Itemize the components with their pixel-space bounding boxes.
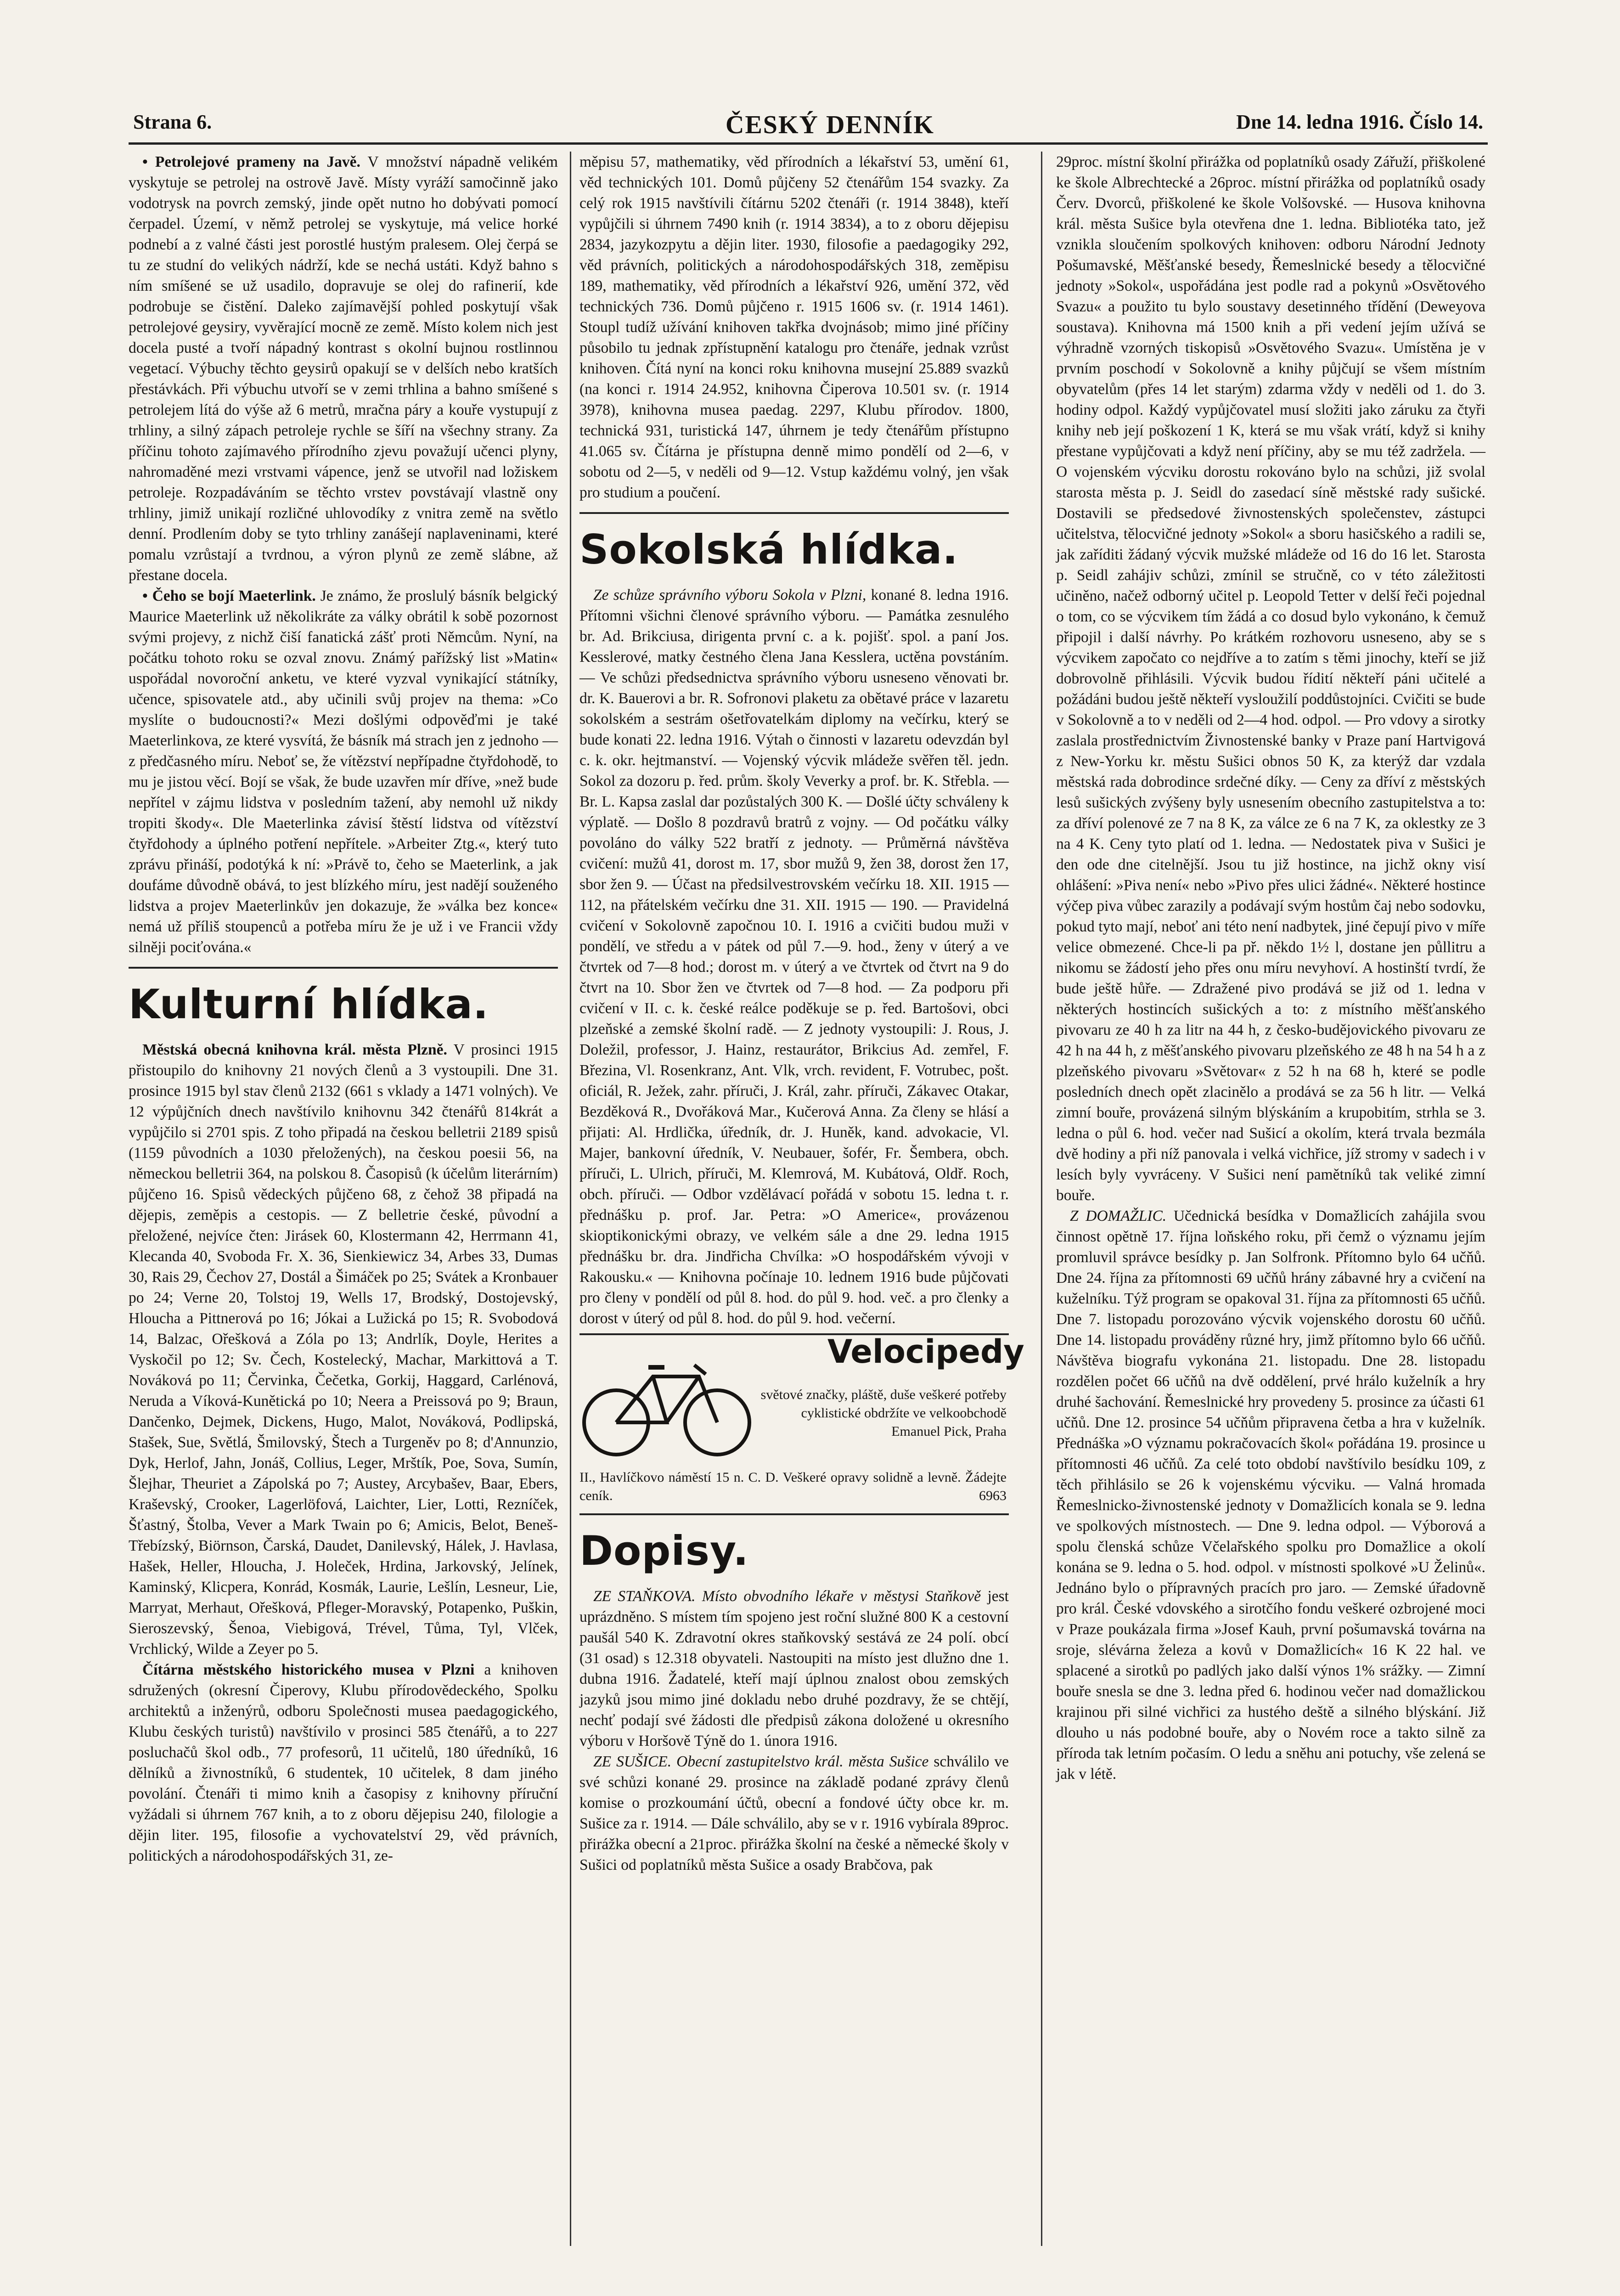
ad-title: Velocipedy — [827, 1333, 1024, 1371]
column-divider-2 — [1041, 152, 1042, 2246]
section-heading-kultura: Kulturní hlídka. — [129, 981, 489, 1028]
section-rule — [129, 967, 558, 969]
article-stankov — [579, 1586, 1009, 1751]
bicycle-icon — [579, 1349, 754, 1459]
article-citarna — [129, 1659, 558, 1866]
page-header — [129, 110, 1488, 145]
article-body: V prosinci 1915 přistoupilo do knihovny 21 nových členů a 3 vystoupili. Dne 31. prosince 1915 byl stav členů 2132 (661 s vklady a 1471 volných). Ve 12 výpůjčních dnech navštívilo knihovnu 342 čtenářů 814krát a vypůjčilo si 2701 spis. Z toho připadá na českou belletrii 2189 spisů (1159 původních a 1030 přeložených), na českou poesii 56, na německou belletrii 364, na polskou 8. Časopisů (k účelům literárním) půjčeno 16. Spisů vědeckých půjčeno 68, z čehož 38 připadá na dějepis, zeměpis a cestopis. — Z belletrie české, původní a přeložené, nejvíce čten: Jirásek 60, Klostermann 42, Herrmann 41, Klecanda 40, Svoboda Fr. X. 36, Sienkiewicz 34, Arbes 33, Dumas 30, Rais 29, Čechov 27, Dostál a Šimáček po 25; Svátek a Kronbauer po 24; Verne 20, Tolstoj 19, Wells 17, Brodský, Dostojevský, Hloucha a Pittnerová po 16; Jókai a Lužická po 15; R. Svobodová 14, Balzac, Ořešková a Zóla po 13; Andrlík, Doyle, Herites a Vyskočil po 12; Sv. Čech, Kostelecký, Machar, Markittová a T. Nováková po 11; Červinka, Čečetka, Gorkij, Haggard, Carlénová, Neruda a Víková-Kunětická po 10; Neera a Preissová po 9; Braun, Dančenko, Dejmek, Dickens, Hugo, Malot, Nováková, Podlipská, Stašek, Sue, Světlá, Šmilovský, Štech a Turgeněv po 8; d'Annunzio, Dyk, Herlof, Jahn, Jonáš, Collius, Leger, Mrštík, Poe, Sova, Sumín, Šlejhar, Theuriet a Zápolská po 7; Austey, Arcybašev, Baar, Ebers, Kraševský, Crooker, Lagerlöfová, Laichter, Lier, Lotti, Rezníček, Šťastný, Štolba, Vever a Mark Twain po 6; Amicis, Belot, Beneš-Třebízský, Biörnson, Čarská, Daudet, Danilevský, Hálek, J. Havlasa, Hašek, Heller, Hloucha, J. Holeček, Hrdina, Jarkovský, Jelínek, Kaminský, Klicpera, Konrád, Kosmák, Laurie, Lešlín, Lesneur, Lie, Marryat, Merhaut, Ořešková, Pfleger-Moravský, Potapenko, Puškin, Sieroszevský, Šenoa, Viebigová, Trével, Tůma, Tyl, Vlček, Vrchlický, Wilde a Zeyer po 5. — [129, 1041, 558, 1658]
ad-text: světové značky, pláště, duše veškeré potřeby cyklistické obdržíte ve velkoobchodě Emanuel Pick, Praha — [760, 1387, 1007, 1439]
ad-address: II., Havlíčkovo náměstí 15 n. C. D. Veškeré opravy solidně a levně. Žádejte ceník. — [579, 1470, 1007, 1503]
article-domazlice — [1056, 1206, 1485, 1784]
article-body: konané 8. ledna 1916. Přítomni všichni členové správního výboru. — Památka zesnulého br. Ad. Brikciusa, dirigenta první c. a k. pojišť. spol. a paní Jos. Kesslerové, matky čestného člena Jana Kesslera, uctěna povstáním. — Ve schůzi předsednictva správního výboru usneseno věnovati br. dr. K. Bauerovi a br. R. Sofronovi plaketu za obětavé práce v lazaretu sokolském a sestrám ošetřovatelkám diplomy na večírku, který se bude konati 22. ledna 1916. Výtah o činnosti v lazaretu odevzdán byl c. k. okr. hejtmanství. — Vojenský výcvik mládeže svěřen těl. jedn. Sokol za dozoru p. řed. prům. školy Veverky a prof. br. K. Střebla. — Br. L. Kapsa zaslal dar pozůstalých 300 K. — Došlé účty schváleny k výplatě. — Došlo 8 pozdravů bratrů z vojny. — Od počátku války povoláno do války 522 bratří z jednoty. — Průměrná návštěva cvičení: mužů 41, dorost m. 17, sbor mužů 9, žen 38, dorost žen 17, sbor žen 9. — Účast na předsilvestrovském večírku 18. XII. 1915 — 112, na přátelském večírku dne 31. XII. 1915 — 190. — Pravidelná cvičení v Sokolovně započnou 10. I. 1916 a cvičiti budou muži v pondělí, ve středu a v pátek od půl 7.—9. hod., ženy v úterý a ve čtvrtek od 7—8 hod.; dorost m. v úterý a ve čtvrtek od čtvrt na 9 do čtvrt na 10. Sbor žen ve čtvrtek od 7—8 hod. — Za podporu při cvičení v II. c. k. české reálce poděkuje se p. řed. Bartošovi, obci plzeňské a zemské školní radě. — Z jednoty vystoupili: J. Rous, J. Doležil, professor, J. Hainz, restaurátor, Brikcius Ad. zemřel, F. Březina, Vl. Rosenkranz, Ant. Vlk, vrch. revident, F. Votrubec, pošt. oficiál, R. Ježek, zahr. příruči, J. Král, zahr. příruči, Zákavec Otakar, Bezděková R., Dvořáková Mar., Kučerová Anna. Za členy se hlásí a přijati: Al. Hrdlička, úředník, dr. J. Huněk, kand. advokacie, Vl. Majer, bankovní úředník, V. Neubauer, šofér, Fr. Šembera, obch. příruči, L. Ulrich, příruči, M. Klemrová, M. Kubátová, Oldř. Roch, obch. příruči. — Odbor vzdělávací pořádá v sobotu 15. ledna t. r. přednášku p. prof. Jar. Petra: »O Americe«, provázenou skioptikonickými obrazy, ve velkém sále a dne 29. ledna 1915 přednášku br. dra. Jindřicha Chvílka: »O hospodářském vývoji v Rakousku.« — Knihovna počínaje 10. lednem 1916 bude půjčovati pro členy v pondělí od půl 8. hod. do půl 9. hod. več. a pro členky a dorost v úterý od půl 8. hod. do půl 9. hod. večerní. — [579, 587, 1009, 1327]
article-susice — [579, 1751, 1009, 1875]
ad-footer — [579, 1468, 1007, 1505]
article-petrolej — [129, 152, 558, 586]
article-title: • Petrolejové prameny na Javě. — [142, 153, 360, 170]
article-title: Z DOMAŽLIC. — [1070, 1207, 1167, 1224]
article-body: jest uprázdněno. S místem tím spojeno jest roční služné 800 K a cestovní paušál 540 K. Zdravotní okres staňkovský sestává ze 24 polí. obcí (31 osad) s 12.318 obyvateli. Nastoupiti na místo jest dlužno dne 1. dubna 1916. Žadatelé, kteří mají úplnou znalost obou zemských jazyků jsou mimo jiné dokladu nebo druhé pozdravy, že se chtějí, nechť podají své žádosti dle předpisů zákona doložené u okresního výboru v Horšově Týně do 1. února 1916. — [579, 1588, 1009, 1749]
section-rule — [579, 512, 1009, 514]
article-title: ZE SUŠICE. Obecní zastupitelstvo král. města Sušice — [593, 1753, 929, 1770]
column-2 — [579, 152, 1024, 1875]
article-title: Městská obecná knihovna král. města Plzně. — [142, 1041, 447, 1058]
article-title: Ze schůze správního výboru Sokola v Plzni, — [593, 587, 866, 604]
article-body: a knihoven sdružených (okresní Čiperovy, Klubu přírodovědeckého, Spolku architektů a inženýrů, odboru Společnosti musea paedagogického, Klubu českých turistů) navštívilo v prosinci 585 čtenářů, a to 227 posluchačů škol odb., 77 profesorů, 11 učitelů, 180 úředníků, 16 dělníků a živnostníků, 6 studentek, 10 učitelek, 8 dam jiného povolání. Čtenáři ti mimo knih a časopisy z knihovny příruční vyžádali si úhrnem 767 knih, a to z oboru dějepisu 240, filologie a dějin liter. 195, filosofie a vychovatelství 29, věd právních, politických a národohospodářských 31, ze- — [129, 1661, 558, 1864]
article-body: schválilo ve své schůzi konané 29. prosince na základě podané zprávy členů komise o prozkoumání účtů, obecní a fondové účty obce kr. m. Sušice za r. 1914. — Dále schválilo, aby se v r. 1916 vybírala 89proc. přirážka obecní a 21proc. přirážka školní na české a německé školy v Sušici od poplatníků města Sušice a osady Brabčova, pak — [579, 1753, 1009, 1873]
article-sokol-schuze — [579, 585, 1009, 1329]
article-maeterlink — [129, 586, 558, 958]
article-title: • Čeho se bojí Maeterlink. — [142, 587, 316, 604]
article-body: Je známo, že proslulý básník belgický Maurice Maeterlink už několikráte za války obrátil k sobě pozornost svými projevy, z nichž čiší fanatická zášť proti Němcům. Nyní, na počátku tohoto roku se ozval znovu. Známý pařížský list »Matin« uspořádal novoroční anketu, ve které vyzval vynikající státníky, učence, spisovatele atd., aby učinili svůj projev na thema: »Co myslíte o budoucnosti?« Mezi došlými odpověďmi je také Maeterlinkova, ze které vysvítá, že básník má strach jen z jednoho — z předčasného míru. Neboť se, že vítězství nepřípadne čtyřdohodě, to mu je jistou věcí. Bojí se však, že bude uzavřen mír dříve, »než bude nepřítel v zájmu lidstva v posledním tažení, aby nemohl už nikdy tropiti škody«. Dle Maeterlinka závisí štěstí lidstva od vítězství čtyřdohody a úplného potření nepřítele. »Arbeiter Ztg.«, který tuto zprávu přináší, podotýká k ní: »Právě to, čeho se Maeterlink, a jak doufáme důvodně obává, to jest blízkého míru, jest nadějí souženého lidstva a projev Maeterlinkův jen dokazuje, že »válka bez konce« nemá už příliš stoupenců a potřeba míru že je už i ve Francii vždy silněji pociťována.« — [129, 587, 558, 956]
newspaper-title: ČESKÝ DENNÍK — [726, 111, 934, 139]
article-title: ZE STAŇKOVA. Místo obvodního lékaře v městysi Staňkově — [593, 1588, 981, 1605]
article-citarna-cont: měpisu 57, mathematiky, věd přírodních a lékařství 53, umění 61, věd technických 101. Domů půjčeny 52 čtenářům 154 svazky. Za celý rok 1915 navštívili čítárnu 5202 čtenáři (r. 1914 3848), kteří vypůjčili si úhrnem 7490 knih (r. 1914 3834), a to z oboru dějepisu 2834, jazykozpytu a dějin liter. 1930, filosofie a paedagogiky 292, věd právních, politických a národohospodářských 318, zeměpisu 189, mathematiky, věd přírodních a lékařství 926, umění 372, věd technických 736. Domů půjčeno r. 1915 1606 sv. (r. 1914 1461). Stoupl tudíž užívání knihoven takřka dvojnásob; mimo jiné příčiny působilo tu jednak zpřístupnění katalogu pro čtenáře, jednak vzrůst knihoven. Čítá nyní na konci roku knihovna musejní 25.889 svazků (na konci r. 1914 24.952, knihovna Čiperova 10.501 sv. (r. 1914 3978), knihovna musea paedag. 2297, Klubu přírodov. 1800, technická 931, turistická 147, úhrnem je tedy čtenářům přístupno 41.065 sv. Čítárna je přístupna denně mimo pondělí od 2—6, v sobotu od 2—5, v neděli od 9—12. Vstup každému volný, jen však pro studium a poučení. — [579, 153, 1009, 501]
section-heading-sokol: Sokolská hlídka. — [579, 526, 958, 573]
column-divider-1 — [570, 152, 571, 2246]
advertisement-velocipedy — [579, 1333, 1024, 1515]
column-3 — [1056, 152, 1485, 1784]
article-body: V množství nápadně velikém vyskytuje se petrolej na ostrově Javě. Místy vyráží samočinně jako vodotrysk na povrch zemský, jinde opět nutno ho dobývati pomocí čerpadel. Území, v němž petrolej se vyskytuje, má velice horké podnebí a z valné části jest porostlé hustým pralesem. Olej čerpá se tu ze studní do velikých nádrží, kde se nechá ustáti. Když bahno s ním smíšené se už usadilo, dopravuje se olej do rafinerií, kde podrobuje se čistění. Daleko zajímavější pohled poskytují však petrolejové geysiry, vyvěrající mocně ze země. Místo kolem nich jest docela pusté a tvoří nápadný kontrast s okolní bujnou rostlinnou vegetací. Výbuchy těchto geysirů opakují se v delších nebo kratších přestávkách. Při výbuchu utvoří se v zemi trhlina a bahno smíšené s petrolejem lítá do výše až 6 metrů, mračna páry a kouře vystupují z trhliny, a silný zápach petroleje rychle se šíří na všechny strany. Za příčinu tohoto zajímavého přírodního zjevu považují učenci plyny, nahromaděné mezi vrstvami vápence, jenž se utvořil nad ložiskem petroleje. Rozpadáváním se těchto vrstev povstávají vlastně ony trhliny, jimiž unikají rozličné uhlovodíky z vnitra země na světlo denní. Prodlením doby se tyto trhliny zanášejí naplaveninami, které pomalu vzrůstají a tvrdnou, a výron plynů ze země slábne, až přestane docela. — [129, 153, 558, 584]
column-1 — [129, 152, 558, 1866]
page-number: Strana 6. — [133, 111, 212, 133]
issue-date: Dne 14. ledna 1916. Číslo 14. — [1236, 111, 1483, 133]
section-heading-dopisy: Dopisy. — [579, 1527, 749, 1574]
article-title: Čítárna městského historického musea v Plzni — [142, 1661, 475, 1678]
article-body: Učednická besídka v Domažlicích zahájila svou činnost opětně 17. října loňského roku, při čemž o významu jejím promluvil správce besídky p. Jan Solfronk. Přítomno bylo 64 učňů. Dne 24. října za přítomnosti 69 učňů hrány zábavné hry a cvičení na kuželníku. Týž program se opakoval 31. října za přítomnosti 65 učňů. Dne 7. listopadu porozováno výcvik vojenského dorostu 60 učňů. Dne 14. listopadu prováděny různé hry, jimž přítomno bylo 66 učňů. Návštěva biografu vykonána 21. listopadu. Dne 28. listopadu rozdělen počet 66 učňů na dvě oddělení, prvé hrálo kuželník a hry druhé šachování. Řemeslnické hry provedeny 5. prosince za účasti 61 učňů. Dne 12. prosince 54 učňům připravena četba a hra v kuželník. Přednáška »O významu pokračovacích škol« pořádána 19. prosince u přítomnosti 46 učňů. Za celé toto období navštívilo besídku 109, z těch přihlásilo se 26 k vojenskému výcviku. — Valná hromada Řemeslnicko-živnostenské jednoty v Domažlicích konala se 9. ledna ve spolkových místnostech. — Dne 9. ledna odpol. — Výborová a spolu členská schůze Včelařského spolku pro Domažlice a okolí konána se 9. ledna o 5. hod. odpol. v místnosti spolkové »U Želinů«. Jednáno bylo o přípravných pracích pro jaro. — Zemské úřadovně pro král. České vdovského a sirotčího fondu veškeré ozbrojené moci v Praze poukázala firma »Josef Kauh, první pošumavská továrna na sroje, slévárna železa a kovů v Domažlicích« 16 K 22 hal. ve splacené a sirotků po padlých jako další výnos 1% srážky. — Zimní bouře snesla se dne 3. ledna před 6. hodinou večer nad domažlickou krajinou při silné vichřici za hustého deště a silného blýskání. Již dlouho u nás podobné bouře, aby o Novém roce a takto silně za příroda tak letním počasím. O ledu a sněhu ani potuchy, vše zelená se jak v létě. — [1056, 1207, 1486, 1783]
ad-number: 6963 — [979, 1488, 1007, 1503]
article-susice-cont: 29proc. místní školní přirážka od poplatníků osady Zářuží, přiškolené ke škole Albrechtecké a 26proc. místní přirážka od poplatníků osady Červ. Dvorců, přiškolené ke škole Volšovské. — Husova knihovna král. města Sušice byla otevřena dne 1. ledna. Bibliotéka tato, jež vznikla sloučením spolkových knihoven: odboru Národní Jednoty Pošumavské, Měšťanské besedy, Řemeslnické besedy a tělocvičné jednoty »Sokol«, uspořádána jest podle rad a pokynů »Osvětového Svazu« a použito tu bylo soustavy desetinného třídění (Deweyova soustava). Knihovna má 1500 knih a při vedení jejím užívá se výhradně vzorných tiskopisů »Osvětového Svazu«. Umístěna je v prvním poschodí v Sokolovně a knihy půjčují se všem místním obyvatelům (přes 14 let starým) zdarma vždy v neděli od 1. do 3. hodiny odpol. Každý vypůjčovatel musí složiti jako záruku za čtyři knihy neb její poškození 1 K, která se mu však vrátí, když si knihy přestane vypůjčovati a když není příčiny, aby se mu též zadržela. — O vojenském výcviku dorostu rokováno bylo na schůzi, již svolal starosta města p. J. Seidl do zasedací síně městské rady sušické. Dostavili se předsedové živnostenských společenstev, zástupci učitelstva, tělocvičné jednoty »Sokol« a sboru hasičského a radili se, jak zaříditi žádaný výcvik mužské mládeže od 16 do 16 let. Starosta p. Seidl zahájiv schůzi, zmínil se stručně, co v této záležitosti učiněno, načež odborný učitel p. Leopold Tetter v delší řeči pojednal o tom, co se výcvikem tím žádá a co dosud bylo vykonáno, k čemuž připojil i další návrhy. Po krátkém rozhovoru usneseno, aby se s výcvikem započato co nejdříve a to zatím s těmi jinochy, kteří se již dobrovolně přihlásili. Výcvik budou řídití někteří páni učitelé a požádáni budou ještě někteří vysloužilí poddůstojníci. Cvičiti se bude v Sokolovně a to v neděli od 2—4 hod. odpol. — Pro vdovy a sirotky zaslala prostřednictvím Živnostenské banky v Praze paní Hartvigová z New-Yorku kr. městu Sušici obnos 50 K, za kterýž dar vzdala městská rada dobrodince srdečné díky. — Ceny za dříví z městských lesů sušických zvýšeny byly usnesením obecního zastupitelstva a to: za dříví polenové ze 7 na 8 K, za válce ze 6 na 7 K, za oklestky ze 3 na 4 K. Ceny tyto platí od 1. ledna. — Nedostatek piva v Sušici je den ode dne citelnější. Jsou tu již hostince, na jichž okny visí ohlášení: »Piva není« nebo »Pivo přes ulici žádné«. Některé hostince výčep piva vůbec zarazily a podávají svým hostům čaj nebo sodovku, pokud tyto mají, neboť ani této není nadbytek, jiné čepují pivo v míře velice obmezené. Chce-li pa př. někdo 1½ l, dostane jen půllitru a nikomu se žádostí jeho přes onu míru nevyhoví. A hostinští tvrdí, že bude ještě hůře. — Zdražené pivo prodává se již od 1. ledna v některých hostincích sušických a to: z místního měšťanského pivovaru ze 40 h za litr na 44 h, z česko-budějovického pivovaru ze 42 h na 44 h, z měšťanského pivovaru plzeňského ze 48 h na 54 h a z plzeňského pivovaru »Světovar« z 52 h na 68 h, které se podle posledních dnech opět zlacinělo a prodává se za 56 h litr. — Velká zimní bouře, provázená silným blýskáním a krupobitím, strhla se 3. ledna o půl 6. hod. večer nad Sušicí a okolím, která trvala bezmála dvě hodiny a při níž panovala i velká vichřice, jíž stromy v sadech i v lesích byly vyvráceny. V Sušici není pamětníků tak veliké zimní bouře. — [1056, 153, 1485, 1204]
article-knihovna — [129, 1039, 558, 1659]
